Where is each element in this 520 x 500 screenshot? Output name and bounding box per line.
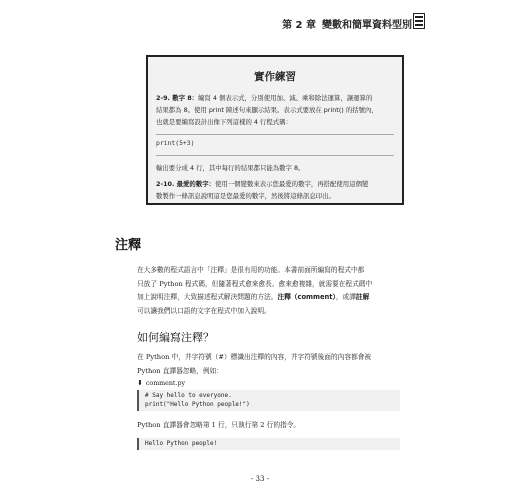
- term-comment: 注釋（comment）: [277, 293, 336, 301]
- code-line: # Say hello to everyone.: [145, 392, 232, 399]
- code-line: print("Hello Python people!"): [145, 400, 250, 408]
- term-annotation: 註解: [355, 293, 370, 301]
- exercise-line: 數製作一條訊息說明這是您最愛的數字，然後將這條訊息印出。: [156, 192, 335, 200]
- exercise-code: print(5+3): [156, 134, 394, 156]
- output-listing: [137, 438, 400, 450]
- subsection-title: 如何編寫注釋？: [137, 331, 214, 344]
- code-listing: [137, 390, 400, 411]
- exercise-line: 結果都為 8。使用 print 陳述句來顯示結果。表示式要放在 print() 的括號內，: [156, 106, 378, 114]
- output-line: Hello Python people!: [145, 440, 218, 447]
- section-paragraph: [137, 264, 401, 318]
- exercise-item-label: 2-9. 數字 8：: [156, 94, 199, 102]
- paragraph-line: Python 直譯器忽略，例如：: [137, 366, 223, 375]
- paragraph-line: 加上說明注釋，大致描述程式解決問題的方法。: [137, 293, 278, 301]
- paragraph-line: 在 Python 中，井字符號（#）標識出注釋的內容，井字符號後面的內容都會被: [137, 353, 372, 361]
- running-header: [282, 16, 412, 31]
- exercise-item-2-9: [156, 92, 394, 128]
- exercise-line: 使用一個變數來表示您最愛的數字，再搭配使用這個變: [215, 180, 369, 188]
- exercise-line: 也就是要編寫設計出像下列這樣的 4 行程式碼：: [156, 118, 292, 126]
- paragraph-text: ，或譯: [335, 293, 356, 301]
- exercise-box: [146, 55, 404, 205]
- exercise-title: 實作練習: [254, 71, 296, 83]
- chapter-title: 變數和簡單資料型別: [322, 20, 412, 31]
- section-title: 注釋: [115, 238, 142, 253]
- paragraph-line: 可以讓我們以口語的文字在程式中加入說明。: [137, 306, 271, 315]
- file-label: [137, 380, 185, 387]
- exercise-item-2-10: [156, 178, 394, 202]
- book-icon: [413, 13, 425, 29]
- chapter-label: 第 2 章: [282, 20, 316, 31]
- after-code-text: Python 直譯器會忽略第 1 行，只執行第 2 行的指令。: [137, 421, 301, 429]
- file-name: comment.py: [145, 380, 186, 387]
- download-icon: ⬇: [137, 379, 143, 387]
- page-number: - 33 -: [250, 475, 270, 483]
- exercise-item-label: 2-10. 最愛的數字：: [156, 180, 215, 188]
- paragraph-line: 只放了 Python 程式碼，但隨著程式愈來愈長、愈來愈複雜，就需要在程式碼中: [137, 279, 373, 288]
- exercise-after-code: 輸出要分成 4 行，其中每行的結果都只能為數字 8。: [156, 164, 305, 172]
- exercise-line: 編寫 4 個表示式，分別使用加、減、乘和除法運算，讓運算的: [198, 94, 373, 102]
- subsection-paragraph: [137, 351, 401, 378]
- paragraph-line: 在大多數的程式語言中「注釋」是很有用的功能。本書前面所編寫的程式中都: [137, 266, 365, 274]
